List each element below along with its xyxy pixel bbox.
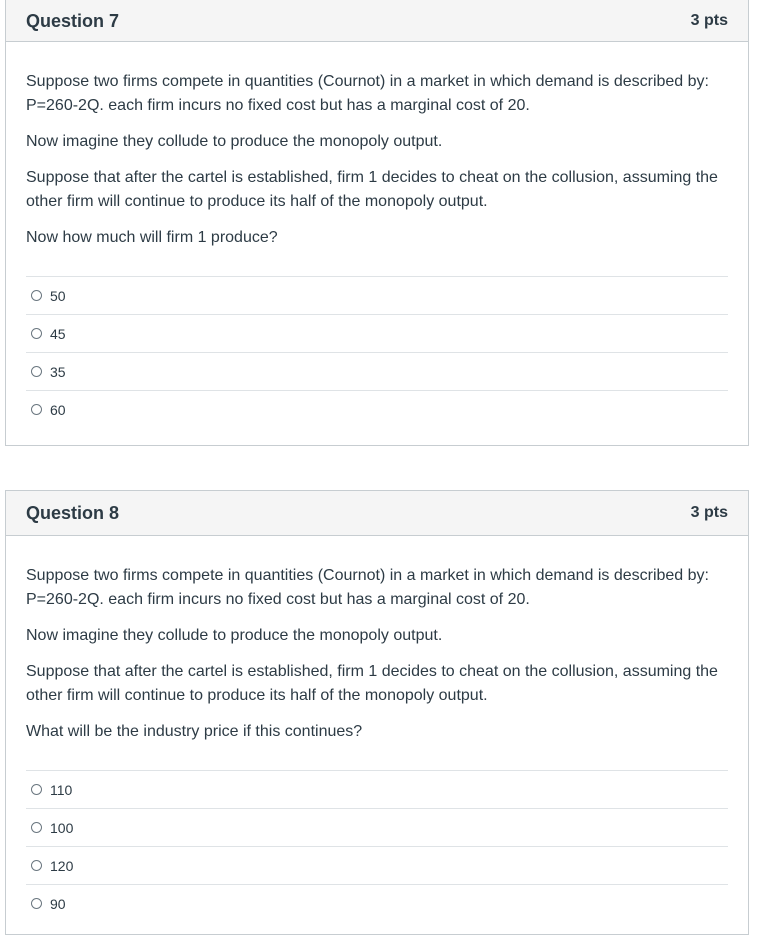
- answer-label[interactable]: 110: [50, 781, 73, 798]
- answer-list: [26, 770, 728, 922]
- answer-label[interactable]: 100: [50, 819, 74, 836]
- answer-label[interactable]: 50: [50, 287, 66, 304]
- question-paragraph: What will be the industry price if this continues?: [26, 723, 363, 740]
- radio-button[interactable]: [31, 822, 42, 833]
- question-points: 3 pts: [690, 504, 728, 521]
- answer-list: [26, 276, 728, 428]
- radio-button[interactable]: [31, 404, 42, 415]
- answer-label[interactable]: 35: [50, 363, 66, 380]
- question-8-card: [5, 490, 749, 935]
- radio-button[interactable]: [31, 860, 42, 871]
- question-header: [6, 0, 748, 42]
- answer-option-4[interactable]: [26, 885, 728, 922]
- question-7-card: [5, 0, 749, 446]
- radio-button[interactable]: [31, 784, 42, 795]
- answer-label[interactable]: 120: [50, 857, 74, 874]
- question-paragraph: Now imagine they collude to produce the monopoly output.: [26, 133, 443, 150]
- question-paragraph: Suppose two firms compete in quantities (Cournot) in a market in which demand is described by: P=260-2Q. each firm incurs no fixed cost but has a marginal cost of 20.: [26, 73, 709, 114]
- question-paragraph: Now how much will firm 1 produce?: [26, 229, 278, 246]
- question-title: Question 7: [26, 10, 120, 31]
- answer-option-4[interactable]: [26, 391, 728, 428]
- question-paragraph: Suppose that after the cartel is established, firm 1 decides to cheat on the collusion, assuming the other firm will continue to produce its half of the monopoly output.: [26, 169, 718, 210]
- radio-button[interactable]: [31, 898, 42, 909]
- question-paragraph: Suppose that after the cartel is established, firm 1 decides to cheat on the collusion, assuming the other firm will continue to produce its half of the monopoly output.: [26, 663, 718, 704]
- answer-option-3[interactable]: [26, 353, 728, 391]
- question-paragraph: Suppose two firms compete in quantities (Cournot) in a market in which demand is described by: P=260-2Q. each firm incurs no fixed cost but has a marginal cost of 20.: [26, 567, 709, 608]
- question-text: [6, 42, 748, 250]
- radio-button[interactable]: [31, 366, 42, 377]
- answer-option-2[interactable]: [26, 809, 728, 847]
- question-points: 3 pts: [690, 12, 728, 29]
- question-header: [6, 491, 748, 536]
- radio-button[interactable]: [31, 290, 42, 301]
- answer-label[interactable]: 60: [50, 401, 66, 418]
- radio-button[interactable]: [31, 328, 42, 339]
- answer-label[interactable]: 45: [50, 325, 66, 342]
- answer-option-1[interactable]: [26, 277, 728, 315]
- answer-option-1[interactable]: [26, 771, 728, 809]
- question-paragraph: Now imagine they collude to produce the monopoly output.: [26, 627, 443, 644]
- answer-label[interactable]: 90: [50, 895, 66, 912]
- answer-option-2[interactable]: [26, 315, 728, 353]
- answer-option-3[interactable]: [26, 847, 728, 885]
- question-text: [6, 536, 748, 744]
- question-title: Question 8: [26, 502, 120, 523]
